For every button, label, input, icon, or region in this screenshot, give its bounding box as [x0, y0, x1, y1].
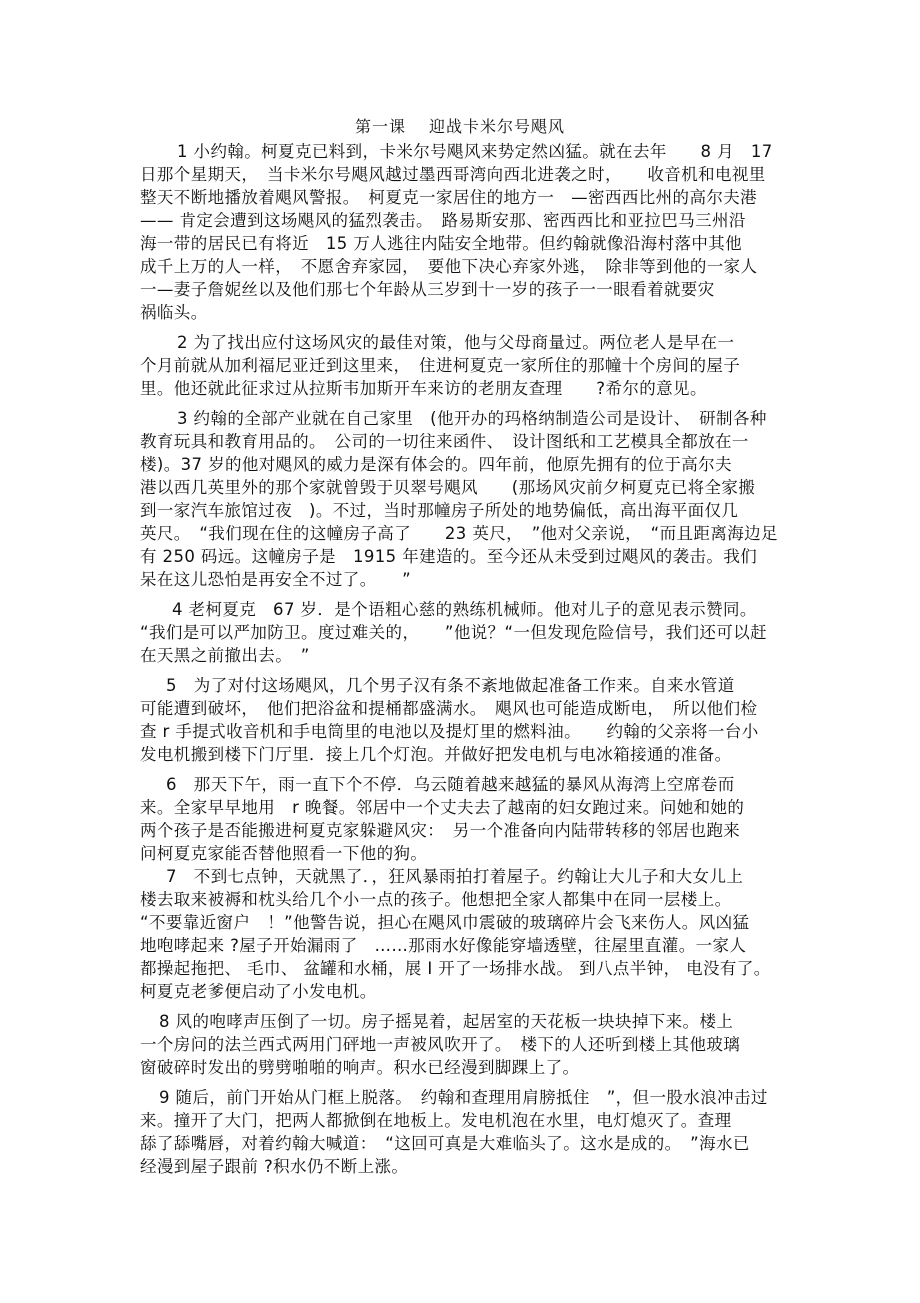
text-line: 楼)。37 岁的他对飓风的威力是深有体会的。四年前，他原先拥有的位于高尔夫 — [140, 455, 732, 474]
text-line: “不要靠近窗户 ！”他警告说，担心在飓风巾震破的玻璃碎片会飞来伤人。风凶猛 — [140, 913, 750, 932]
text-line: 个月前就从加利福尼亚迁到这里来， 住进柯夏克一家所住的那幢十个房间的屋子 — [140, 356, 741, 375]
text-line: 窗破碎时发出的劈劈啪啪的响声。积水已经漫到脚踝上了。 — [140, 1058, 580, 1077]
text-line: 查 r 手提式收音机和手电筒里的电池以及提灯里的燃料油。 约翰的父亲将一台小 — [140, 722, 759, 741]
text-line: 一个房问的法兰西式两用门砰地一声被风吹开了。 楼下的人还听到楼上其他玻璃 — [140, 1035, 741, 1054]
text-line: 英尺。 “我们现在住的这幢房子高了 23 英尺， ”他对父亲说， “而且距离海边足 — [140, 524, 778, 543]
text-line: 2 为了找出应付这场风灾的最佳对策，他与父母商量过。两位老人是早在一 — [177, 333, 735, 352]
text-line: 6 那天下午，雨一直下个不停．乌云随着越来越猛的暴风从海湾上空席卷而 — [166, 775, 735, 794]
text-line: “我们是可以严加防卫。度过难关的， ”他说？“一但发现危险信号，我们还可以赶 — [140, 623, 767, 642]
text-line: 在天黑之前撤出去。 ” — [140, 646, 310, 665]
text-line: 日那个星期天， 当卡米尔号飓风越过墨西哥湾向西北进袭之时， 收音机和电视里 — [140, 165, 766, 184]
text-line: 祸临头。 — [140, 303, 208, 322]
text-line: 教育玩具和教育用品的。 公司的一切往来函件、 设计图纸和工艺模具全都放在一 — [140, 432, 749, 451]
text-line: 两个孩子是否能搬进柯夏克家躲避风灾： 另一个准备向内陆带转移的邻居也跑来 — [140, 821, 741, 840]
text-line: 8 风的咆哮声压倒了一切。房子摇晃着，起居室的天花板一块块掉下来。楼上 — [159, 1012, 734, 1031]
text-line: 一—妻子詹妮丝以及他们那七个年龄从三岁到十一岁的孩子一一眼看着就要灾 — [140, 280, 715, 299]
text-line: 呆在这儿恐怕是再安全不过了。 ” — [140, 570, 412, 589]
text-line: 7 不到七点钟，天就黑了．，狂风暴雨拍打着屋子。约翰让大儿子和大女儿上 — [166, 867, 744, 886]
text-line: 5 为了对付这场飓风，几个男子汉有条不紊地做起准备工作来。自来水管道 — [166, 676, 735, 695]
text-line: 发电机搬到楼下门厅里．接上几个灯泡。并做好把发电机与电冰箱接通的准备。 — [140, 745, 732, 764]
text-line: 9 随后，前门开始从门框上脱落。 约翰和查理用肩膀抵住 ”，但一股水浪冲击过 — [159, 1088, 768, 1107]
text-line: 成千上万的人一样， 不愿舍弃家园， 要他下决心弃家外逃， 除非等到他的一家人 — [140, 257, 758, 276]
text-line: 海一带的居民已有将近 15 万人逃往内陆安全地带。但约翰就像沿海村落中其他 — [140, 234, 743, 253]
text-line: 都操起拖把、 毛巾、 盆罐和水桶，展 I 开了一场排水战。 到八点半钟， 电没有了。 — [140, 959, 771, 978]
text-line: 问柯夏克家能否替他照看一下他的狗。 — [140, 844, 428, 863]
text-line: 4 老柯夏克 67 岁．是个语粗心慈的熟练机械师。他对儿子的意见表示赞同。 — [172, 600, 757, 619]
text-line: 里。他还就此征求过从拉斯韦加斯开车来访的老朋友查理 ?希尔的意见。 — [140, 379, 707, 398]
text-line: —— 肯定会遭到这场飓风的猛烈袭击。 路易斯安那、密西西比和亚拉巴马三州沿 — [140, 211, 746, 230]
text-line: 到一家汽车旅馆过夜 )。不过，当时那幢房子所处的地势偏低，高出海平面仅几 — [140, 501, 739, 520]
text-line: 舔了舔嘴唇，对着约翰大喊道： “这回可真是大难临头了。这水是成的。 ”海水已 — [140, 1134, 750, 1153]
text-line: 柯夏克老爹便启动了小发电机。 — [140, 982, 377, 1001]
text-line: 整天不断地播放着飓风警报。 柯夏克一家居住的地方一 —密西西比州的高尔夫港 — [140, 188, 758, 207]
text-line: 楼去取来被褥和枕头给几个小一点的孩子。他想把全家人都集中在同一层楼上。 — [140, 890, 732, 909]
text-line: 有 250 码远。这幢房子是 1915 年建造的。至今还从未受到过飓风的袭击。我们 — [140, 547, 758, 566]
text-line: 港以西几英里外的那个家就曾毁于贝翠号飓风 (那场风灾前夕柯夏克已将全家搬 — [140, 478, 756, 497]
lesson-title: 第一课 迎战卡米尔号飓风 — [354, 117, 566, 136]
text-line: 地咆哮起来 ?屋子开始漏雨了 ……那雨水好像能穿墙透壁，往屋里直灌。一家人 — [140, 936, 747, 955]
text-line: 3 约翰的全部产业就在自己家里 (他开办的玛格纳制造公司是设计、 研制各种 — [177, 409, 767, 428]
text-line: 来。撞开了大门，把两人都掀倒在地板上。发电机泡在水里，电灯熄灭了。查理 — [140, 1111, 732, 1130]
text-line: 1 小约翰。柯夏克已料到，卡米尔号飓风来势定然凶猛。就在去年 8 月 17 — [177, 142, 773, 161]
text-line: 来。全家早早地用 r 晚餐。邻居中一个丈夫去了越南的妇女跑过来。问她和她的 — [140, 798, 745, 817]
text-line: 经漫到屋子跟前 ?积水仍不断上涨。 — [140, 1157, 409, 1176]
text-line: 可能遭到破坏， 他们把浴盆和提桶都盛满水。 飓风也可能造成断电， 所以他们检 — [140, 699, 758, 718]
